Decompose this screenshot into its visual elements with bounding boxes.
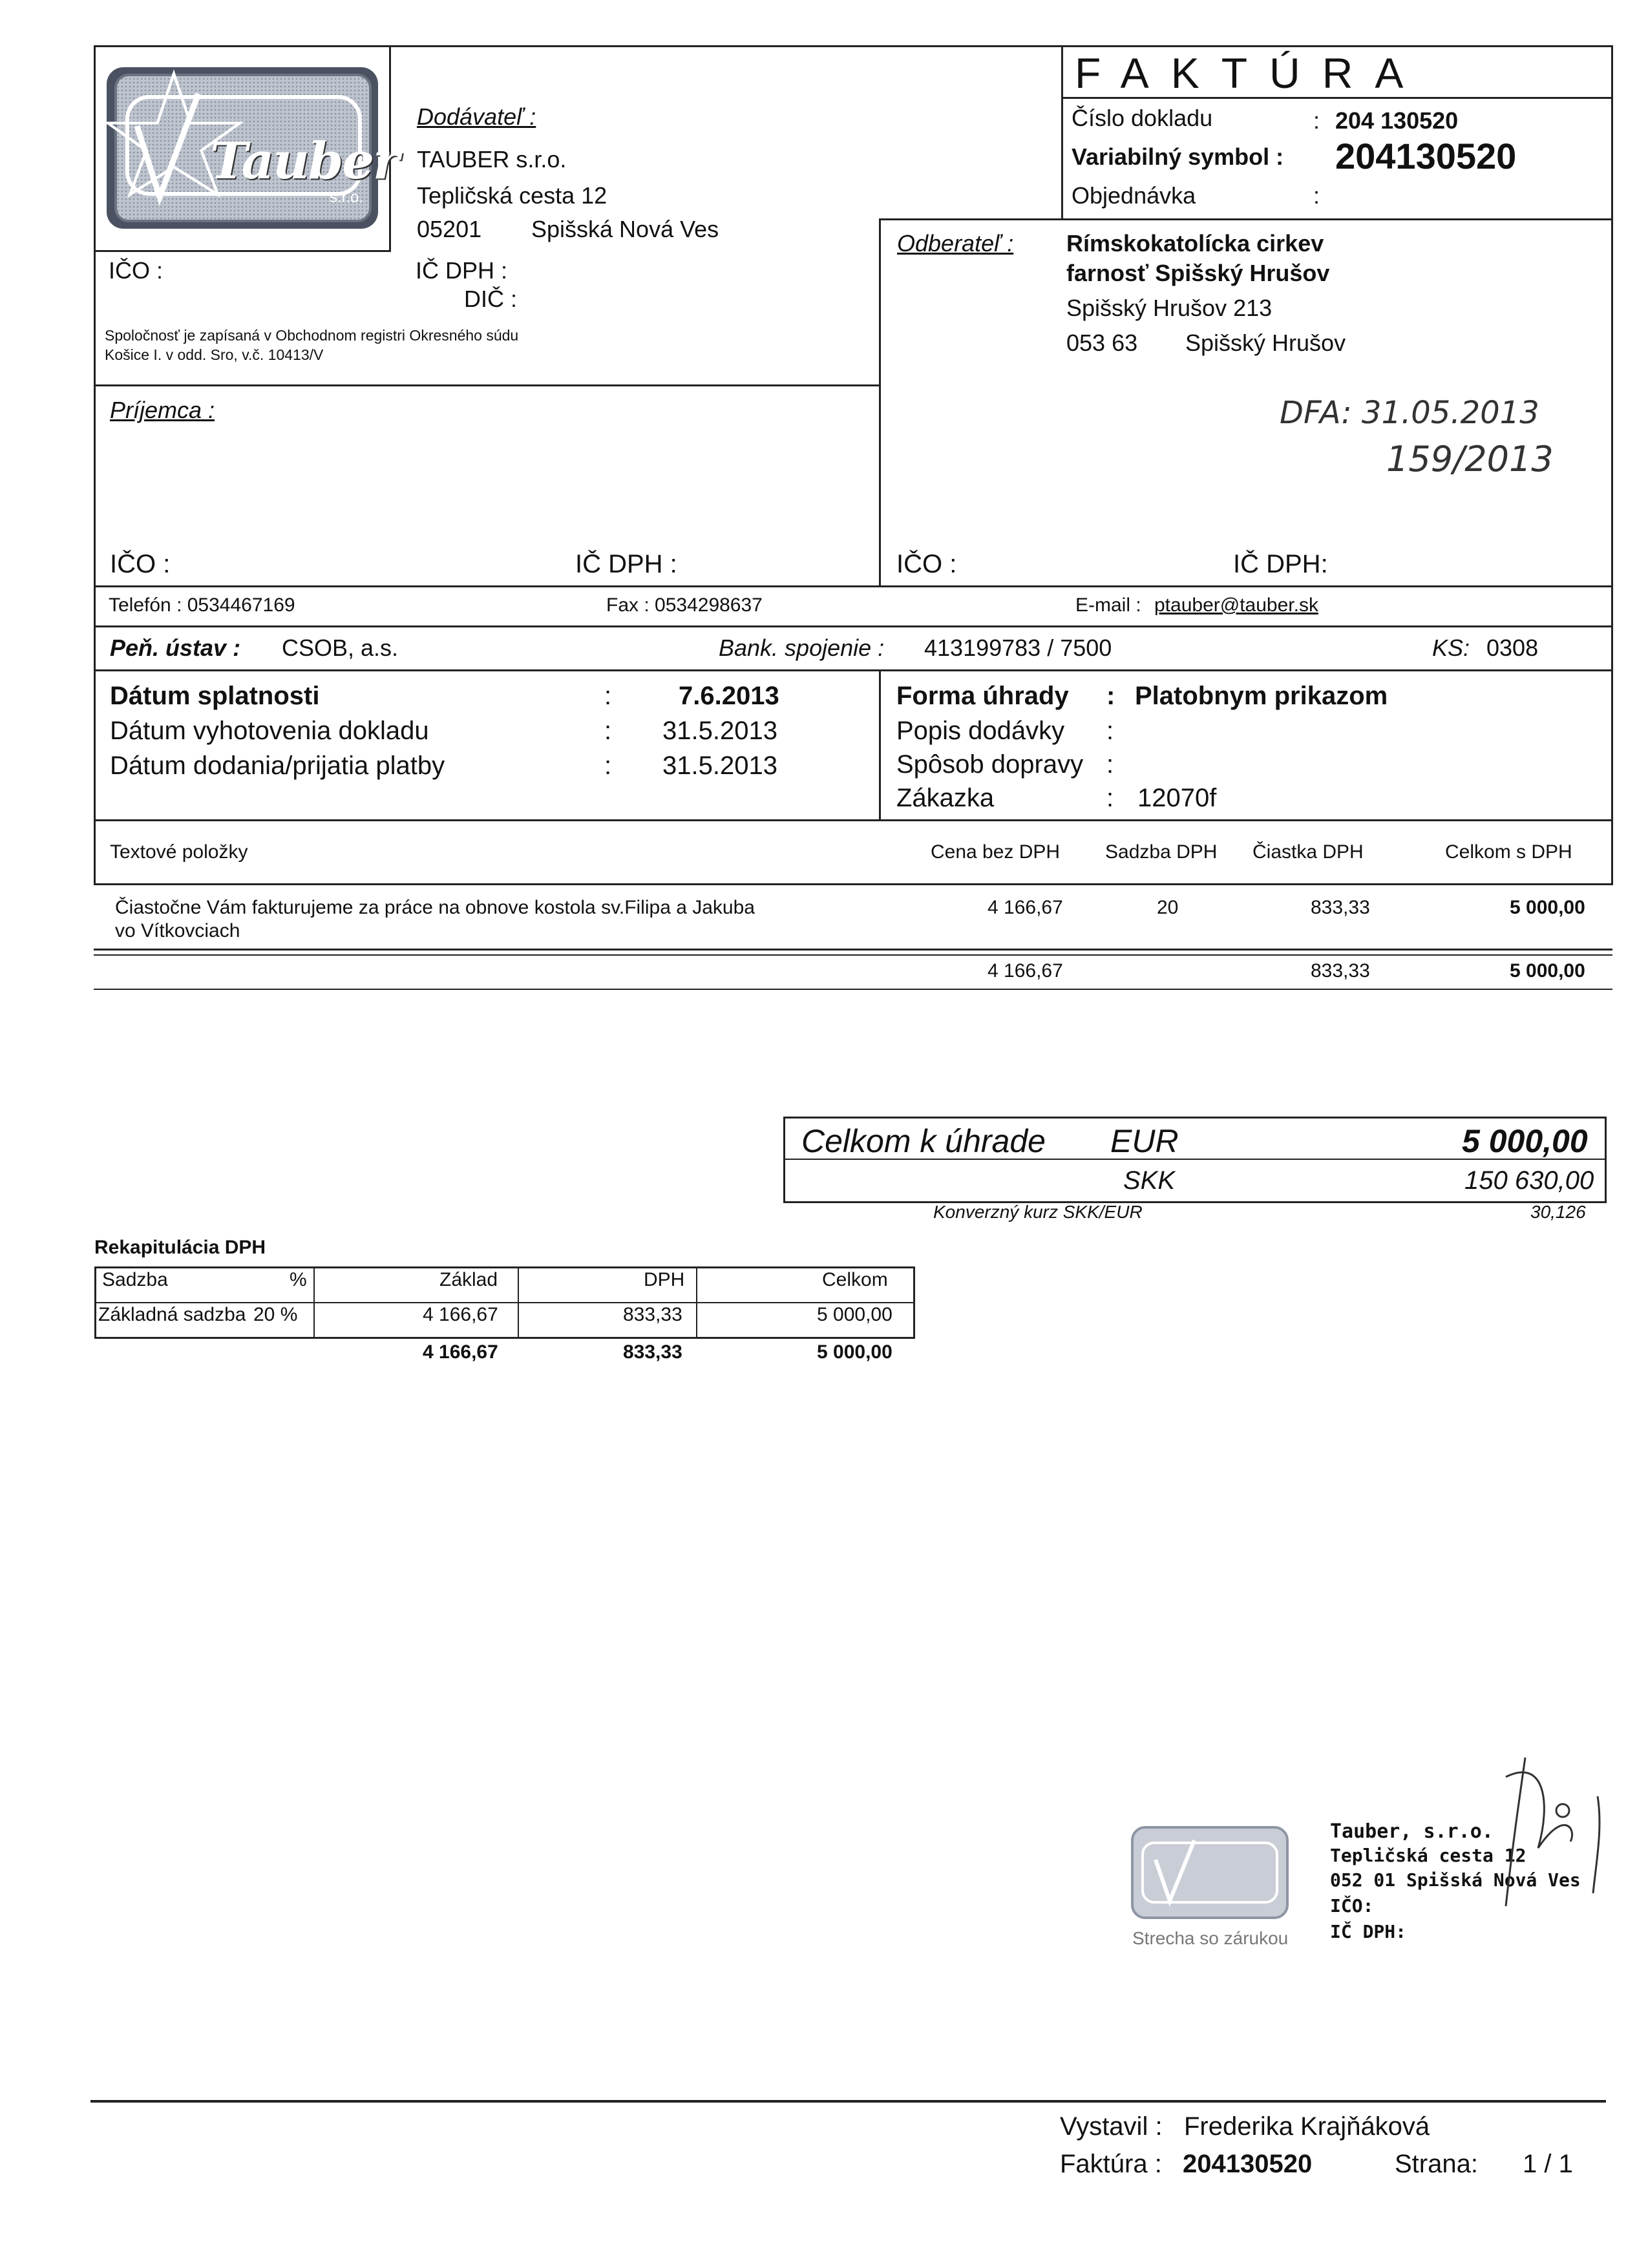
middle-divider-v xyxy=(879,218,881,587)
vat-recap-header-base: Základ xyxy=(439,1269,498,1290)
vat-recap-sum-vat: 833,33 xyxy=(623,1341,682,1363)
item-vat: 833,33 xyxy=(1311,897,1370,918)
total-value: 5 000,00 xyxy=(1462,1123,1588,1159)
customer-ico-label: IČO : xyxy=(896,550,957,578)
items-sum-total: 5 000,00 xyxy=(1510,960,1585,982)
bank-name: CSOB, a.s. xyxy=(282,635,399,661)
vat-recap-row-label: Základná sadzba xyxy=(98,1304,246,1325)
vat-recap-row-line xyxy=(96,1302,913,1303)
dates-bottom xyxy=(94,819,1612,821)
logo-suffix: s.r.o. xyxy=(330,189,364,206)
bank-conn-label: Bank. spojenie : xyxy=(719,635,885,661)
contact-bottom xyxy=(94,625,1612,627)
customer-city: Spišský Hrušov xyxy=(1185,330,1346,356)
objednavka-label: Objednávka xyxy=(1072,182,1196,209)
item-rate: 20 xyxy=(1157,897,1179,918)
supplier-icdph-label: IČ DPH : xyxy=(416,257,508,284)
handwritten-number: 159/2013 xyxy=(1386,439,1554,479)
vat-recap-sum-base: 4 166,67 xyxy=(423,1341,498,1363)
order-value: 12070f xyxy=(1137,784,1217,812)
supplier-name: TAUBER s.r.o. xyxy=(417,146,567,173)
invoice-label: Faktúra : xyxy=(1060,2150,1162,2178)
vat-recap-title: Rekapitulácia DPH xyxy=(94,1237,266,1258)
vs-label: Variabilný symbol : xyxy=(1072,143,1284,170)
customer-icdph-label: IČ DPH: xyxy=(1233,550,1328,578)
transport-label: Spôsob dopravy xyxy=(896,750,1084,779)
vat-recap-header-total: Celkom xyxy=(822,1269,888,1290)
logo-brand: Tauber xyxy=(210,132,399,191)
email-label: E-mail : xyxy=(1075,594,1141,616)
customer-street: Spišský Hrušov 213 xyxy=(1066,295,1273,321)
bank-bottom xyxy=(94,669,1612,671)
vat-recap-header-rate: Sadzba xyxy=(102,1269,168,1290)
email-link[interactable]: ptauber@tauber.sk xyxy=(1154,594,1318,616)
vat-recap-sum-total: 5 000,00 xyxy=(817,1341,893,1363)
conversion-rate-label: Konverzný kurz SKK/EUR xyxy=(933,1202,1143,1222)
bank-label: Peň. ústav : xyxy=(110,635,241,661)
supplier-street: Tepličská cesta 12 xyxy=(417,182,607,209)
item-total: 5 000,00 xyxy=(1510,897,1585,918)
registry-line-2: Košice I. v odd. Sro, v.č. 10413/V xyxy=(105,346,324,363)
vat-recap-col-1 xyxy=(313,1268,315,1337)
vat-recap-row-vat: 833,33 xyxy=(623,1304,682,1325)
due-date-colon: : xyxy=(604,682,612,710)
dates-divider-v xyxy=(879,669,881,821)
order-label: Zákazka xyxy=(896,784,995,812)
payment-form-value: Platobnym prikazom xyxy=(1135,682,1388,710)
items-header-vat: Čiastka DPH xyxy=(1252,841,1364,863)
stamp-city: 052 01 Spišská Nová Ves xyxy=(1330,1869,1581,1891)
recipient-heading: Príjemca : xyxy=(110,397,215,423)
delivery-date-label: Dátum dodania/prijatia platby xyxy=(110,751,445,780)
order-colon: : xyxy=(1106,784,1114,812)
cislo-colon: : xyxy=(1313,107,1320,134)
items-double-line-1 xyxy=(94,949,1612,950)
total-label: Celkom k úhrade xyxy=(801,1123,1046,1159)
stamp-logo xyxy=(1130,1814,1298,1924)
vat-recap-row-base: 4 166,67 xyxy=(423,1304,498,1325)
stamp-street: Tepličská cesta 12 xyxy=(1330,1845,1527,1866)
vat-recap-header-percent: % xyxy=(290,1269,307,1290)
page-label: Strana: xyxy=(1395,2150,1478,2178)
issued-date-label: Dátum vyhotovenia dokladu xyxy=(110,717,429,745)
supplier-bottom xyxy=(94,384,880,386)
invoice-number: 204130520 xyxy=(1183,2150,1313,2178)
vat-recap-table xyxy=(94,1266,915,1339)
vat-recap-row-percent: 20 % xyxy=(253,1304,298,1325)
vat-recap-col-2 xyxy=(518,1268,519,1337)
issued-by-name: Frederika Krajňáková xyxy=(1184,2112,1430,2141)
delivery-date-value: 31.5.2013 xyxy=(662,751,777,780)
stamp-ico: IČO: xyxy=(1330,1895,1374,1916)
items-header-total: Celkom s DPH xyxy=(1445,841,1572,863)
items-sum-net: 4 166,67 xyxy=(988,960,1063,982)
vat-recap-row-total: 5 000,00 xyxy=(817,1304,893,1325)
delivery-desc-label: Popis dodávky xyxy=(896,717,1065,745)
ks-label: KS: xyxy=(1432,635,1470,661)
items-header-bottom xyxy=(94,883,1612,885)
customer-name-1: Rímskokatolícka cirkev xyxy=(1066,230,1324,257)
supplier-zip: 05201 xyxy=(417,216,482,242)
items-double-line-2 xyxy=(94,954,1612,956)
cislo-label: Číslo dokladu xyxy=(1072,105,1213,131)
ks-value: 0308 xyxy=(1486,635,1539,661)
supplier-dic-label: DIČ : xyxy=(464,286,518,312)
items-sum-bottom xyxy=(94,989,1612,990)
header-divider-v xyxy=(1061,45,1063,220)
fax: Fax : 0534298637 xyxy=(606,594,763,616)
item-text-line-2: vo Vítkovciach xyxy=(115,920,240,941)
items-header-net: Cena bez DPH xyxy=(931,841,1061,863)
recipient-icdph-label: IČ DPH : xyxy=(575,550,677,578)
item-net: 4 166,67 xyxy=(988,897,1063,918)
customer-top xyxy=(879,218,1612,220)
stamp-company: Tauber, s.r.o. xyxy=(1330,1820,1494,1843)
total-currency: EUR xyxy=(1110,1123,1179,1159)
supplier-ico-label: IČO : xyxy=(109,257,164,284)
item-text-line-1: Čiastočne Vám fakturujeme za práce na obnove kostola sv.Filipa a Jakuba xyxy=(115,897,755,918)
supplier-city: Spišská Nová Ves xyxy=(531,216,719,242)
registry-line-1: Spoločnosť je zapísaná v Obchodnom registri Okresného súdu xyxy=(105,327,519,344)
page-value: 1 / 1 xyxy=(1523,2150,1573,2178)
conversion-rate-value: 30,126 xyxy=(1530,1202,1586,1222)
footer-line xyxy=(90,2100,1606,2103)
items-header-rate: Sadzba DPH xyxy=(1105,841,1218,863)
customer-zip: 053 63 xyxy=(1066,330,1138,356)
stamp-icdph: IČ DPH: xyxy=(1330,1921,1407,1942)
vat-recap-col-3 xyxy=(696,1268,697,1337)
cislo-value: 204 130520 xyxy=(1335,107,1459,134)
issued-date-value: 31.5.2013 xyxy=(662,717,777,745)
delivery-desc-colon: : xyxy=(1106,717,1114,745)
payment-form-colon: : xyxy=(1106,682,1115,710)
delivery-date-colon: : xyxy=(604,751,612,780)
company-logo xyxy=(94,45,399,252)
issued-date-colon: : xyxy=(604,717,612,745)
phone: Telefón : 0534467169 xyxy=(109,594,295,616)
due-date-value: 7.6.2013 xyxy=(679,682,779,710)
payment-form-label: Forma úhrady xyxy=(896,682,1069,710)
transport-colon: : xyxy=(1106,750,1114,779)
bank-conn-value: 413199783 / 7500 xyxy=(924,635,1112,661)
due-date-label: Dátum splatnosti xyxy=(110,682,320,710)
vat-recap-header-vat: DPH xyxy=(644,1269,685,1290)
stamp-slogan: Strecha so zárukou xyxy=(1132,1928,1289,1948)
customer-heading: Odberateľ : xyxy=(897,230,1014,257)
handwritten-dfa: DFA: 31.05.2013 xyxy=(1280,395,1539,431)
signature-icon xyxy=(1448,1751,1616,1919)
vs-value: 204130520 xyxy=(1335,136,1517,176)
items-sum-vat: 833,33 xyxy=(1311,960,1370,982)
issued-by-label: Vystavil : xyxy=(1060,2112,1163,2141)
frame-right xyxy=(1611,45,1613,885)
total-currency-2: SKK xyxy=(1123,1166,1176,1195)
total-value-2: 150 630,00 xyxy=(1464,1166,1594,1195)
objednavka-colon: : xyxy=(1313,182,1320,209)
contact-top xyxy=(94,585,1612,587)
items-header-text: Textové položky xyxy=(110,841,248,863)
supplier-heading: Dodávateľ : xyxy=(417,103,536,130)
customer-name-2: farnosť Spišský Hrušov xyxy=(1066,260,1330,286)
document-title: FAKTÚRA xyxy=(1075,49,1426,97)
recipient-ico-label: IČO : xyxy=(110,550,171,578)
